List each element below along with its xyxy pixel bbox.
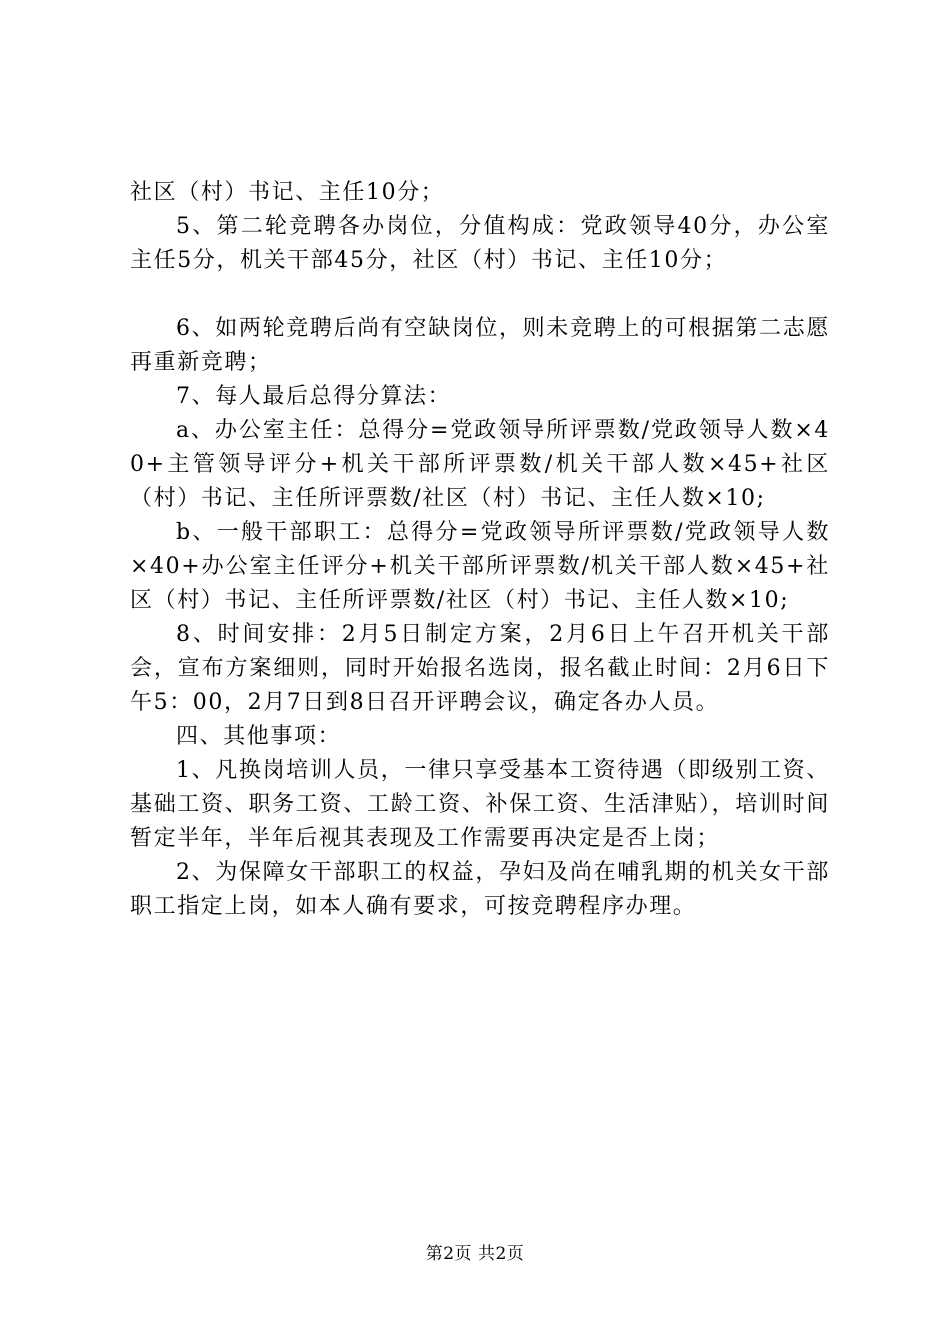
paragraph-item-7: 7、每人最后总得分算法： — [176, 384, 452, 409]
paragraph-other-2: 2、为保障女干部职工的权益，孕妇及尚在哺乳期的机关女干部职工指定上岗，如本人确有要求，可按竞聘程序办理。 — [130, 860, 830, 919]
document-body — [130, 176, 830, 924]
paragraph-item-7a: a、办公室主任：总得分=党政领导所评票数/党政领导人数×40+主管领导评分+机关干部所评票数/机关干部人数×45+社区（村）书记、主任所评票数/社区（村）书记、主任人数×10; — [130, 418, 830, 511]
page-footer: 第2页 共2页 — [425, 1244, 525, 1264]
paragraph-item-8: 8、时间安排：2月5日制定方案，2月6日上午召开机关干部会，宣布方案细则，同时开始报名选岗，报名截止时间：2月6日下午5：00，2月7日到8日召开评聘会议，确定各办人员。 — [130, 622, 830, 715]
paragraph-continuation: 社区（村）书记、主任10分； — [130, 180, 445, 205]
paragraph-item-5: 5、第二轮竞聘各办岗位，分值构成：党政领导40分，办公室主任5分，机关干部45分，社区（村）书记、主任10分； — [130, 214, 830, 273]
paragraph-other-1: 1、凡换岗培训人员，一律只享受基本工资待遇（即级别工资、基础工资、职务工资、工龄工资、补保工资、生活津贴），培训时间暂定半年，半年后视其表现及工作需要再决定是否上岗； — [130, 758, 830, 851]
paragraph-item-6: 6、如两轮竞聘后尚有空缺岗位，则未竞聘上的可根据第二志愿再重新竞聘； — [130, 316, 830, 375]
section-heading-other-matters: 四、其他事项： — [176, 724, 342, 749]
paragraph-item-7b: b、一般干部职工：总得分=党政领导所评票数/党政领导人数×40+办公室主任评分+机关干部所评票数/机关干部人数×45+社区（村）书记、主任所评票数/社区（村）书记、主任人数×10; — [130, 520, 830, 613]
